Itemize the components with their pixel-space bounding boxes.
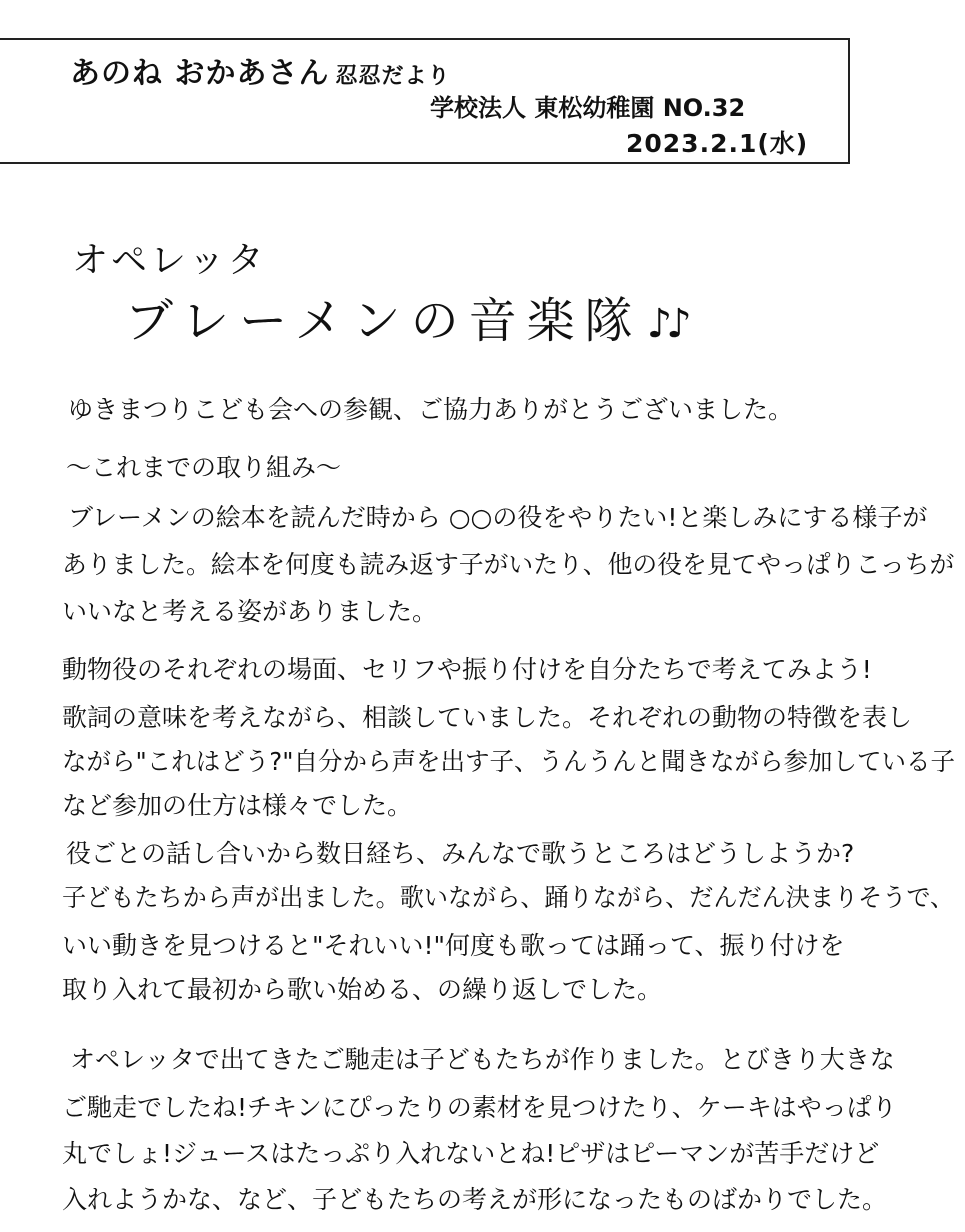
body-line-15: ご馳走でしたね!チキンにぴったりの素材を見つけたり、ケーキはやっぱり <box>62 1093 897 1122</box>
body-line-8: ながら"これはどう?"自分から声を出す子、うんうんと聞きながら参加している子 <box>62 747 956 776</box>
body-line-11: 子どもたちから声が出ました。歌いながら、踊りながら、だんだん決まりそうで、 <box>62 883 955 912</box>
article-title-text: ブレーメンの音楽隊 <box>125 293 643 349</box>
body-line-2: 〜これまでの取り組み〜 <box>66 453 342 482</box>
body-line-4: ありました。絵本を何度も読み返す子がいたり、他の役を見てやっぱりこっちが <box>62 550 955 579</box>
body-line-1: ゆきまつりこども会への参観、ご協力ありがとうございました。 <box>68 395 794 424</box>
body-line-13: 取り入れて最初から歌い始める、の繰り返しでした。 <box>62 975 663 1004</box>
body-line-7: 歌詞の意味を考えながら、相談していました。それぞれの動物の特徴を表し <box>62 703 913 732</box>
body-line-16: 丸でしょ!ジュースはたっぷり入れないとね!ピザはピーマンが苦手だけど <box>62 1139 880 1168</box>
body-line-9: など参加の仕方は様々でした。 <box>62 791 413 820</box>
body-line-5: いいなと考える姿がありました。 <box>62 597 438 626</box>
body-line-14: オペレッタで出てきたご馳走は子どもたちが作りました。とびきり大きな <box>70 1045 895 1074</box>
newsletter-subtitle: 忍忍だより <box>335 64 451 89</box>
newsletter-title-text: あのね おかあさん <box>70 56 330 91</box>
body-line-3: ブレーメンの絵本を読んだ時から ○○の役をやりたい!と楽しみにする様子が <box>68 503 928 532</box>
article-title-line1: オペレッタ <box>72 240 267 281</box>
newsletter-title <box>70 48 450 92</box>
music-notes-icon: ♪♪ <box>646 301 686 347</box>
body-line-17: 入れようかな、など、子どもたちの考えが形になったものばかりでした。 <box>62 1185 888 1214</box>
issue-date: 2023.2.1(水) <box>626 129 809 158</box>
article-title-line2 <box>125 282 686 351</box>
body-line-10: 役ごとの話し合いから数日経ち、みんなで歌うところはどうしようか? <box>66 839 855 868</box>
body-line-12: いい動きを見つけると"それいい!"何度も歌っては踊って、振り付けを <box>62 931 845 960</box>
school-name: 学校法人 東松幼稚園 NO.32 <box>430 94 746 122</box>
body-line-6: 動物役のそれぞれの場面、セリフや振り付けを自分たちで考えてみよう! <box>62 655 872 684</box>
